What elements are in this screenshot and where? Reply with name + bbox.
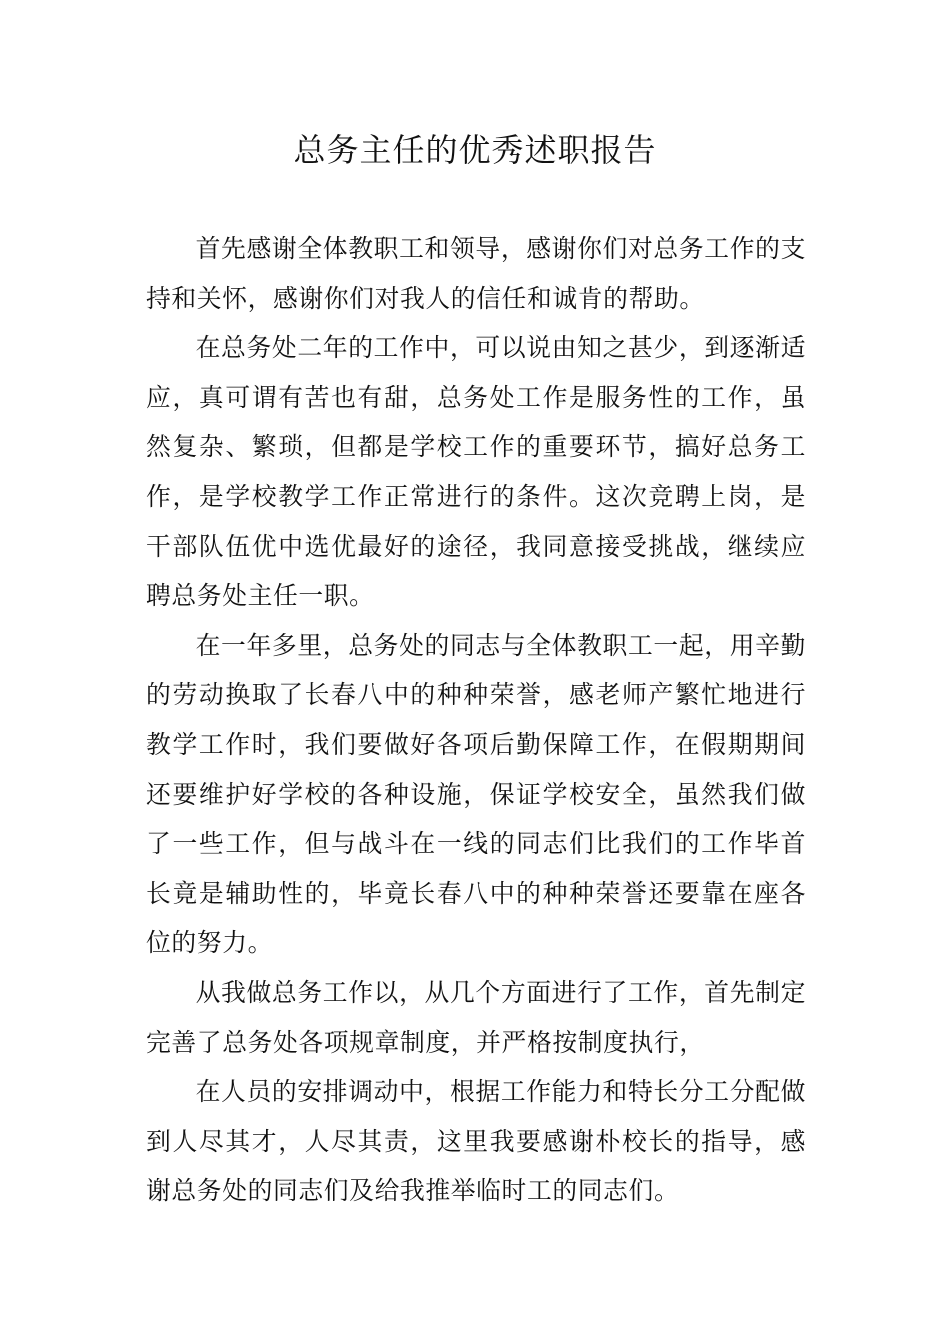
paragraph-3: 在一年多里，总务处的同志与全体教职工一起，用辛勤的劳动换取了长春八中的种种荣誉，感老师产繁忙地进行教学工作时，我们要做好各项后勤保障工作，在假期期间还要维护好学校的各种设施，保证学校安全，虽然我们做了一些工作，但与战斗在一线的同志们比我们的工作毕首长竟是辅助性的，毕竟长春八中的种种荣誉还要靠在座各位的努力。 <box>146 630 806 958</box>
paragraph-1: 首先感谢全体教职工和领导，感谢你们对总务工作的支持和关怀，感谢你们对我人的信任和诚肯的帮助。 <box>146 234 806 313</box>
document-body <box>146 224 806 1216</box>
paragraph-5: 在人员的安排调动中，根据工作能力和特长分工分配做到人尽其才，人尽其责，这里我要感谢朴校长的指导，感谢总务处的同志们及给我推举临时工的同志们。 <box>146 1077 806 1206</box>
paragraph-2: 在总务处二年的工作中，可以说由知之甚少，到逐渐适应，真可谓有苦也有甜，总务处工作是服务性的工作，虽然复杂、繁琐，但都是学校工作的重要环节，搞好总务工作，是学校教学工作正常进行的条件。这次竞聘上岗，是干部队伍优中选优最好的途径，我同意接受挑战，继续应聘总务处主任一职。 <box>146 333 806 611</box>
paragraph-4: 从我做总务工作以，从几个方面进行了工作，首先制定完善了总务处各项规章制度，并严格按制度执行， <box>146 977 806 1057</box>
document-title: 总务主任的优秀述职报告 <box>293 131 657 169</box>
